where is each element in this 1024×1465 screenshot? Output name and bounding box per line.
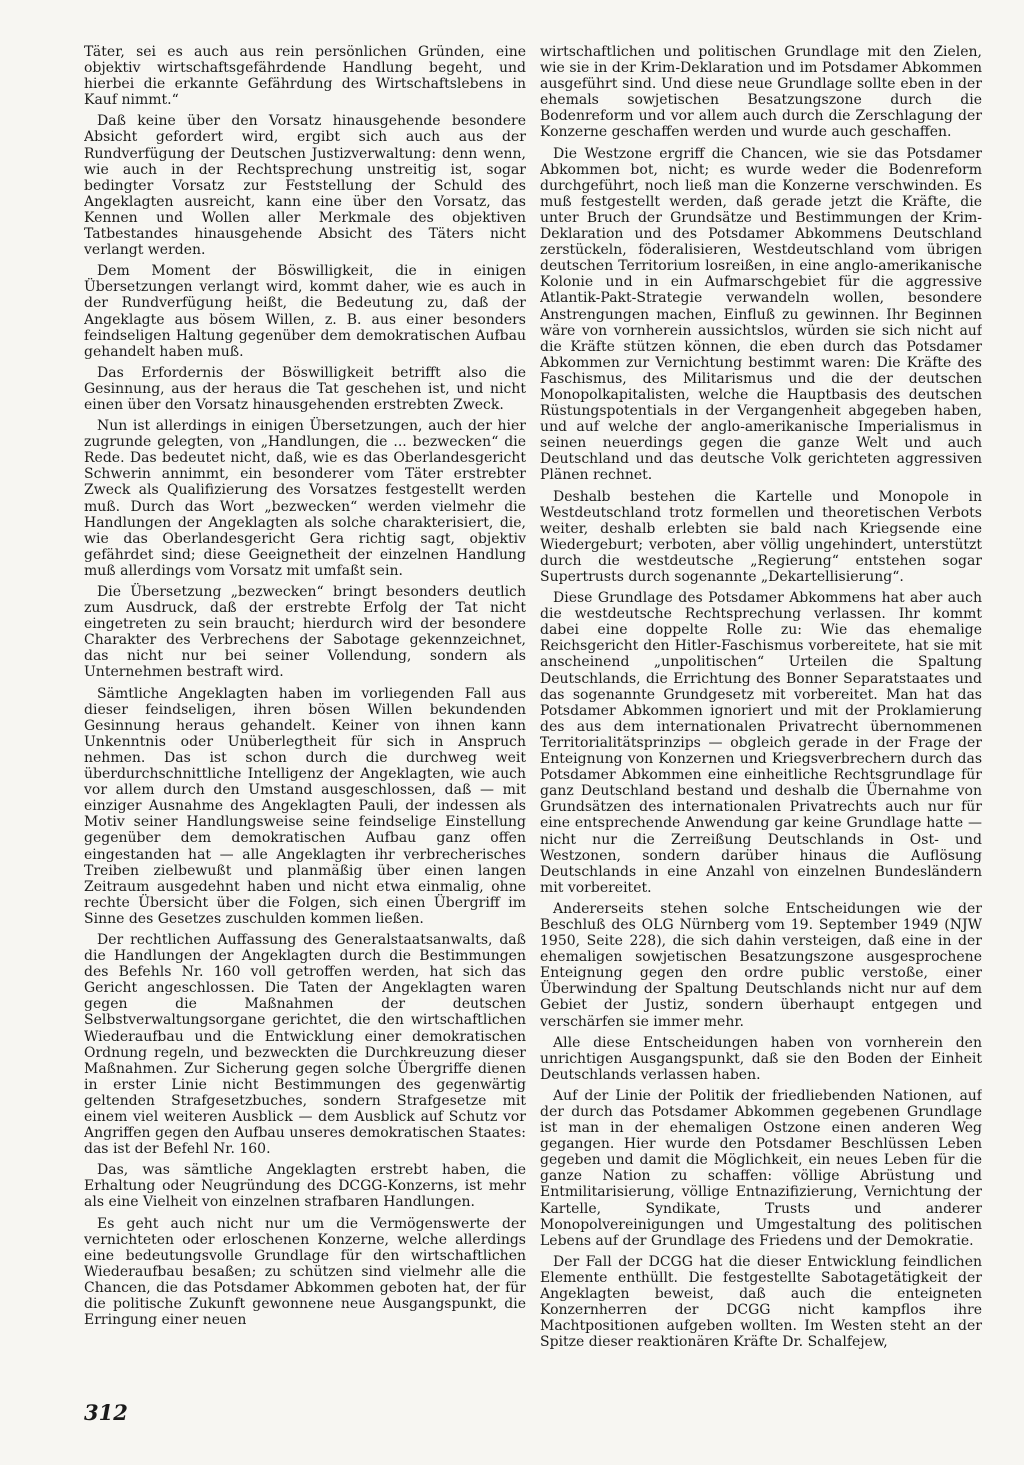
paragraph: Daß keine über den Vorsatz hinausgehende besondere Absicht gefordert wird, ergibt sich auch aus der Rundverfügung der Deutschen Justizverwaltung: denn wenn, wie auch in der Rechtsprechung unstreitig ist, sogar bedingter Vorsatz zur Feststellung der Schuld des Angeklagten ausreicht, kann eine über den Vorsatz, das Kennen und Wollen aller Merkmale des objektiven Tatbestandes hinausgehende Absicht des Täters nicht verlangt werden. bbox=[84, 113, 526, 259]
text-column-left bbox=[84, 44, 526, 1389]
paragraph: wirtschaftlichen und politischen Grundlage mit den Zielen, wie sie in der Krim-Deklaration und im Potsdamer Abkommen ausgeführt sind. Und diese neue Grundlage sollte eben in der ehemals sowjetischen Besatzungszone durch die Bodenreform und vor allem auch durch die Zerschlagung der Konzerne geschaffen werden und wurde auch geschaffen. bbox=[540, 44, 982, 141]
paragraph: Nun ist allerdings in einigen Übersetzungen, auch der hier zugrunde gelegten, von „Handlungen, die ... bezwecken“ die Rede. Das bedeutet nicht, daß, wie es das Oberlandesgericht Schwerin annimmt, ein besonderer vom Täter erstrebter Zweck als Qualifizierung des Vorsatzes festgestellt werden muß. Durch das Wort „bezwecken“ werden vielmehr die Handlungen der Angeklagten als solche charakterisiert, die, wie das Oberlandesgericht Gera richtig sagt, objektiv gefährdet sind; diese Geeignetheit der einzelnen Handlung muß allerdings vom Vorsatz mit umfaßt sein. bbox=[84, 418, 526, 579]
paragraph: Das Erfordernis der Böswilligkeit betrifft also die Gesinnung, aus der heraus die Tat geschehen ist, und nicht einen über den Vorsatz hinausgehenden erstrebten Zweck. bbox=[84, 364, 526, 413]
page-number: 312 bbox=[84, 1400, 128, 1425]
paragraph: Der Fall der DCGG hat die dieser Entwicklung feindlichen Elemente enthüllt. Die festgestellte Sabotagetätigkeit der Angeklagten beweist, daß auch die enteigneten Konzernherren der DCGG nicht kampflos ihre Machtpositionen aufgeben wollten. Im Westen steht an der Spitze dieser reaktionären Kräfte Dr. Schalfejew, bbox=[540, 1253, 982, 1351]
paragraph: Diese Grundlage des Potsdamer Abkommens hat aber auch die westdeutsche Rechtsprechung verlassen. Ihr kommt dabei eine doppelte Rolle zu: Wie das ehemalige Reichsgericht den Hitler-Faschismus vorbereitete, hat sie mit anscheinend „unpolitischen“ Urteilen die Spaltung Deutschlands, die Errichtung des Bonner Separatstaates und das sogenannte Grundgesetz mit vorbereitet. Man hat das Potsdamer Abkommen ignoriert und mit der Proklamierung des aus dem internationalen Privatrecht übernommenen Territorialitätsprinzips — obgleich gerade in der Frage der Enteignung von Konzernen und Kriegsverbrechern durch das Potsdamer Abkommen eine einheitliche Rechtsgrundlage für ganz Deutschland bestand und deshalb die Übernahme von Grundsätzen des internationalen Privatrechts auch nur für eine entsprechende Anwendung gar keine Grundlage hatte — nicht nur die Zerreißung Deutschlands in Ost- und Westzonen, sondern darüber hinaus die Auflösung Deutschlands in eine Anzahl von einzelnen Bundesländern mit vorbereitet. bbox=[540, 590, 982, 896]
paragraph: Sämtliche Angeklagten haben im vorliegenden Fall aus dieser feindseligen, ihren bösen Willen bekundenden Gesinnung heraus gehandelt. Keiner von ihnen kann Unkenntnis oder Unüberlegtheit für sich in Anspruch nehmen. Das ist schon durch die durchweg weit überdurchschnittliche Intelligenz der Angeklagten, wie auch vor allem durch den Umstand ausgeschlossen, daß — mit einziger Ausnahme des Angeklagten Pauli, der indessen als Motiv seiner Handlungsweise seine feindselige Einstellung gegenüber dem demokratischen Aufbau ganz offen eingestanden hat — alle Angeklagten ihr verbrecherisches Treiben zielbewußt und planmäßig über einen langen Zeitraum ausgedehnt haben und nicht etwa einmalig, ohne rechte Übersicht über die Folgen, sich einen Übergriff im Sinne des Gesetzes zuschulden kommen ließen. bbox=[84, 685, 526, 927]
paragraph: Andererseits stehen solche Entscheidungen wie der Beschluß des OLG Nürnberg vom 19. September 1949 (NJW 1950, Seite 228), die sich dahin versteigen, daß eine in der ehemaligen sowjetischen Besatzungszone ausgesprochene Enteignung gegen den ordre public verstoße, einer Überwindung der Spaltung Deutschlands nicht nur auf dem Gebiet der Justiz, sondern überhaupt entgegen und verschärfen sie immer mehr. bbox=[540, 900, 982, 1030]
paragraph: Das, was sämtliche Angeklagten erstrebt haben, die Erhaltung oder Neugründung des DCGG-Konzerns, ist mehr als eine Vielheit von einzelnen strafbaren Handlungen. bbox=[84, 1162, 526, 1211]
paragraph: Dem Moment der Böswilligkeit, die in einigen Übersetzungen verlangt wird, kommt daher, wie es auch in der Rundverfügung heißt, die Bedeutung zu, daß der Angeklagte aus bösem Willen, z. B. aus einer besonders feindseligen Haltung gegenüber dem demokratischen Aufbau gehandelt haben muß. bbox=[84, 263, 526, 360]
paragraph: Deshalb bestehen die Kartelle und Monopole in Westdeutschland trotz formellen und theoretischen Verbots weiter, deshalb erlebten sie bald nach Kriegsende eine Wiedergeburt; verboten, aber völlig ungehindert, unterstützt durch die westdeutsche „Regierung“ entstehen sogar Supertrusts durch sogenannte „Dekartellisierung“. bbox=[540, 488, 982, 585]
paragraph: Die Westzone ergriff die Chancen, wie sie das Potsdamer Abkommen bot, nicht; es wurde weder die Bodenreform durchgeführt, noch ließ man die Konzerne verschwinden. Es muß festgestellt werden, daß gerade jetzt die Kräfte, die unter Bruch der Grundsätze und Bestimmungen der Krim-Deklaration und des Potsdamer Abkommens Deutschland zerstückeln, föderalisieren, Westdeutschland vom übrigen deutschen Territorium losreißen, in eine anglo-amerikanische Kolonie und in ein Aufmarschgebiet für die aggressive Atlantik-Pakt-Strategie verwandeln wollen, besondere Anstrengungen machen, Einfluß zu gewinnen. Ihr Beginnen wäre von vornherein aussichtslos, würden sie sich nicht auf die Kräfte stützen können, die eben durch das Potsdamer Abkommen zur Vernichtung bestimmt waren: Die Kräfte des Faschismus, des Militarismus und die der deutschen Monopolkapitalisten, welche die Hauptbasis des deutschen Rüstungspotentials in der Vergangenheit abgegeben haben, und auf welche der anglo-amerikanische Imperialismus in seinen neuerdings gegen die ganze Welt und auch Deutschland und das deutsche Volk gerichteten aggressiven Plänen rechnet. bbox=[540, 145, 982, 484]
paragraph: Täter, sei es auch aus rein persönlichen Gründen, eine objektiv wirtschaftsgefährdende Handlung begeht, und hierbei die erkannte Gefährdung des Wirtschaftslebens in Kauf nimmt.“ bbox=[84, 44, 526, 109]
paragraph: Die Übersetzung „bezwecken“ bringt besonders deutlich zum Ausdruck, daß der erstrebte Erfolg der Tat nicht eingetreten zu sein braucht; hierdurch wird der besondere Charakter des Verbrechens der Sabotage gekennzeichnet, das nicht nur bei seiner Vollendung, sondern als Unternehmen bestraft wird. bbox=[84, 584, 526, 681]
text-column-right bbox=[540, 44, 982, 1389]
paragraph: Alle diese Entscheidungen haben von vornherein den unrichtigen Ausgangspunkt, daß sie den Boden der Einheit Deutschlands verlassen haben. bbox=[540, 1034, 982, 1083]
paragraph: Es geht auch nicht nur um die Vermögenswerte der vernichteten oder erloschenen Konzerne, welche allerdings eine bedeutungsvolle Grundlage für den wirtschaftlichen Wiederaufbau besaßen; zu schützen sind vielmehr alle die Chancen, die das Potsdamer Abkommen geboten hat, der für die politische Zukunft gewonnene neue Ausgangspunkt, die Erringung einer neuen bbox=[84, 1215, 526, 1329]
paragraph: Der rechtlichen Auffassung des Generalstaatsanwalts, daß die Handlungen der Angeklagten durch die Bestimmungen des Befehls Nr. 160 voll getroffen werden, hat sich das Gericht angeschlossen. Die Taten der Angeklagten waren gegen die Maßnahmen der deutschen Selbstverwaltungsorgane gerichtet, die den wirtschaftlichen Wiederaufbau und die Entwicklung einer demokratischen Ordnung regeln, und bezweckten die Durchkreuzung dieser Maßnahmen. Zur Sicherung gegen solche Übergriffe dienen in erster Linie nicht Bestimmungen des gegenwärtig geltenden Strafgesetzbuches, sondern Strafgesetze mit einem viel weiteren Ausblick — dem Ausblick auf Schutz vor Angriffen gegen den Aufbau unseres demokratischen Staates: das ist der Befehl Nr. 160. bbox=[84, 931, 526, 1158]
paragraph: Auf der Linie der Politik der friedliebenden Nationen, auf der durch das Potsdamer Abkommen gegebenen Grundlage ist man in der ehemaligen Ostzone einen anderen Weg gegangen. Hier wurde den Potsdamer Beschlüssen Leben gegeben und damit die Möglichkeit, ein neues Leben für die ganze Nation zu schaffen: völlige Abrüstung und Entmilitarisierung, völlige Entnazifizierung, Vernichtung der Kartelle, Syndikate, Trusts und anderer Monopolvereinigungen und Umgestaltung des politischen Lebens auf der Grundlage des Friedens und der Demokratie. bbox=[540, 1087, 982, 1249]
